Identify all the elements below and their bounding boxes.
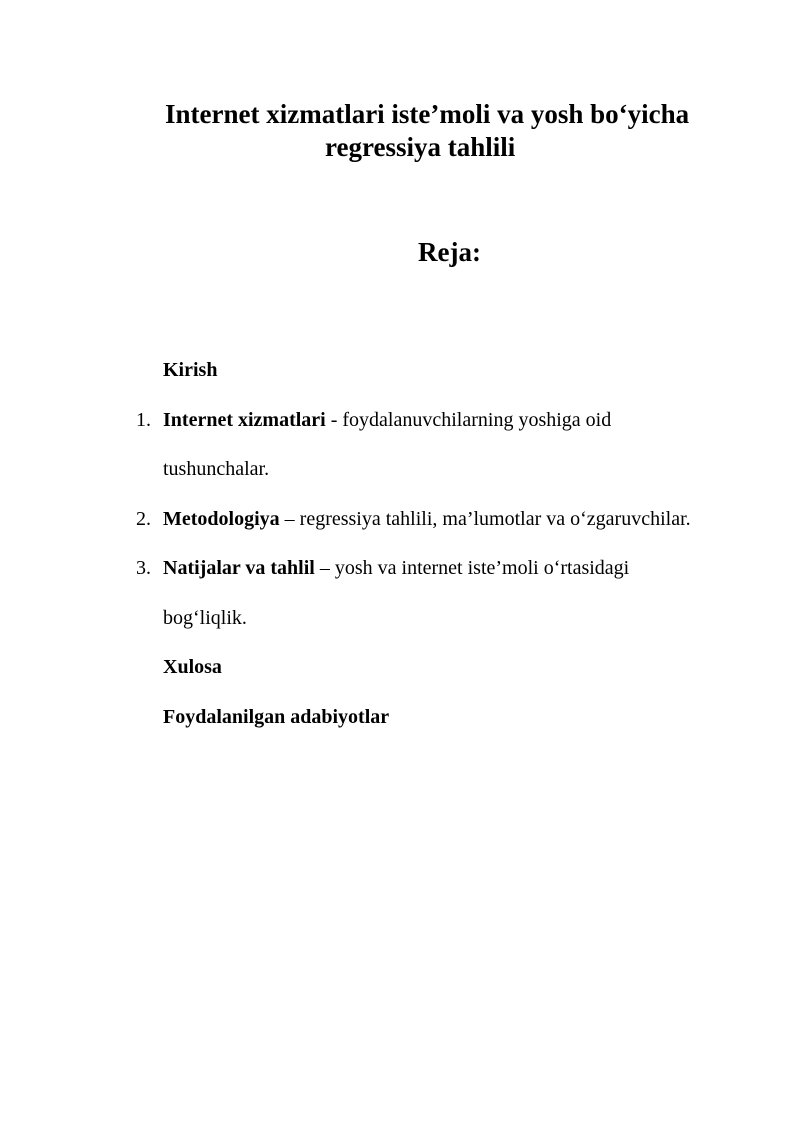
- item-2-bold: Metodologiya: [163, 508, 280, 530]
- references-item: Foydalanilgan adabiyotlar: [163, 706, 390, 728]
- item-1-number: 1.: [136, 409, 151, 431]
- document-title: [0, 98, 800, 164]
- item-1-line-1: [163, 408, 611, 432]
- conclusion-item: Xulosa: [163, 656, 222, 678]
- title-line-2: regressiya tahlili: [325, 132, 516, 162]
- item-2-number: 2.: [136, 508, 151, 530]
- item-3-line-1: [163, 556, 629, 580]
- item-1-text: - foydalanuvchilarning yoshiga oid: [325, 409, 612, 431]
- plan-heading: Reja:: [418, 237, 481, 267]
- item-1-line-2: tushunchalar.: [163, 458, 270, 480]
- item-3-line-2: bog‘liqlik.: [163, 607, 247, 629]
- item-2-text: – regressiya tahlili, ma’lumotlar va o‘zgaruvchilar.: [279, 508, 691, 530]
- title-line-1: Internet xizmatlari iste’moli va yosh bo‘yicha: [165, 99, 690, 129]
- item-3-number: 3.: [136, 557, 151, 579]
- item-3-bold: Natijalar va tahlil: [163, 557, 315, 579]
- item-1-bold: Internet xizmatlari: [163, 409, 326, 431]
- item-2-line-1: [163, 507, 691, 531]
- item-3-text: – yosh va internet iste’moli o‘rtasidagi: [314, 557, 630, 579]
- intro-item: Kirish: [163, 359, 218, 381]
